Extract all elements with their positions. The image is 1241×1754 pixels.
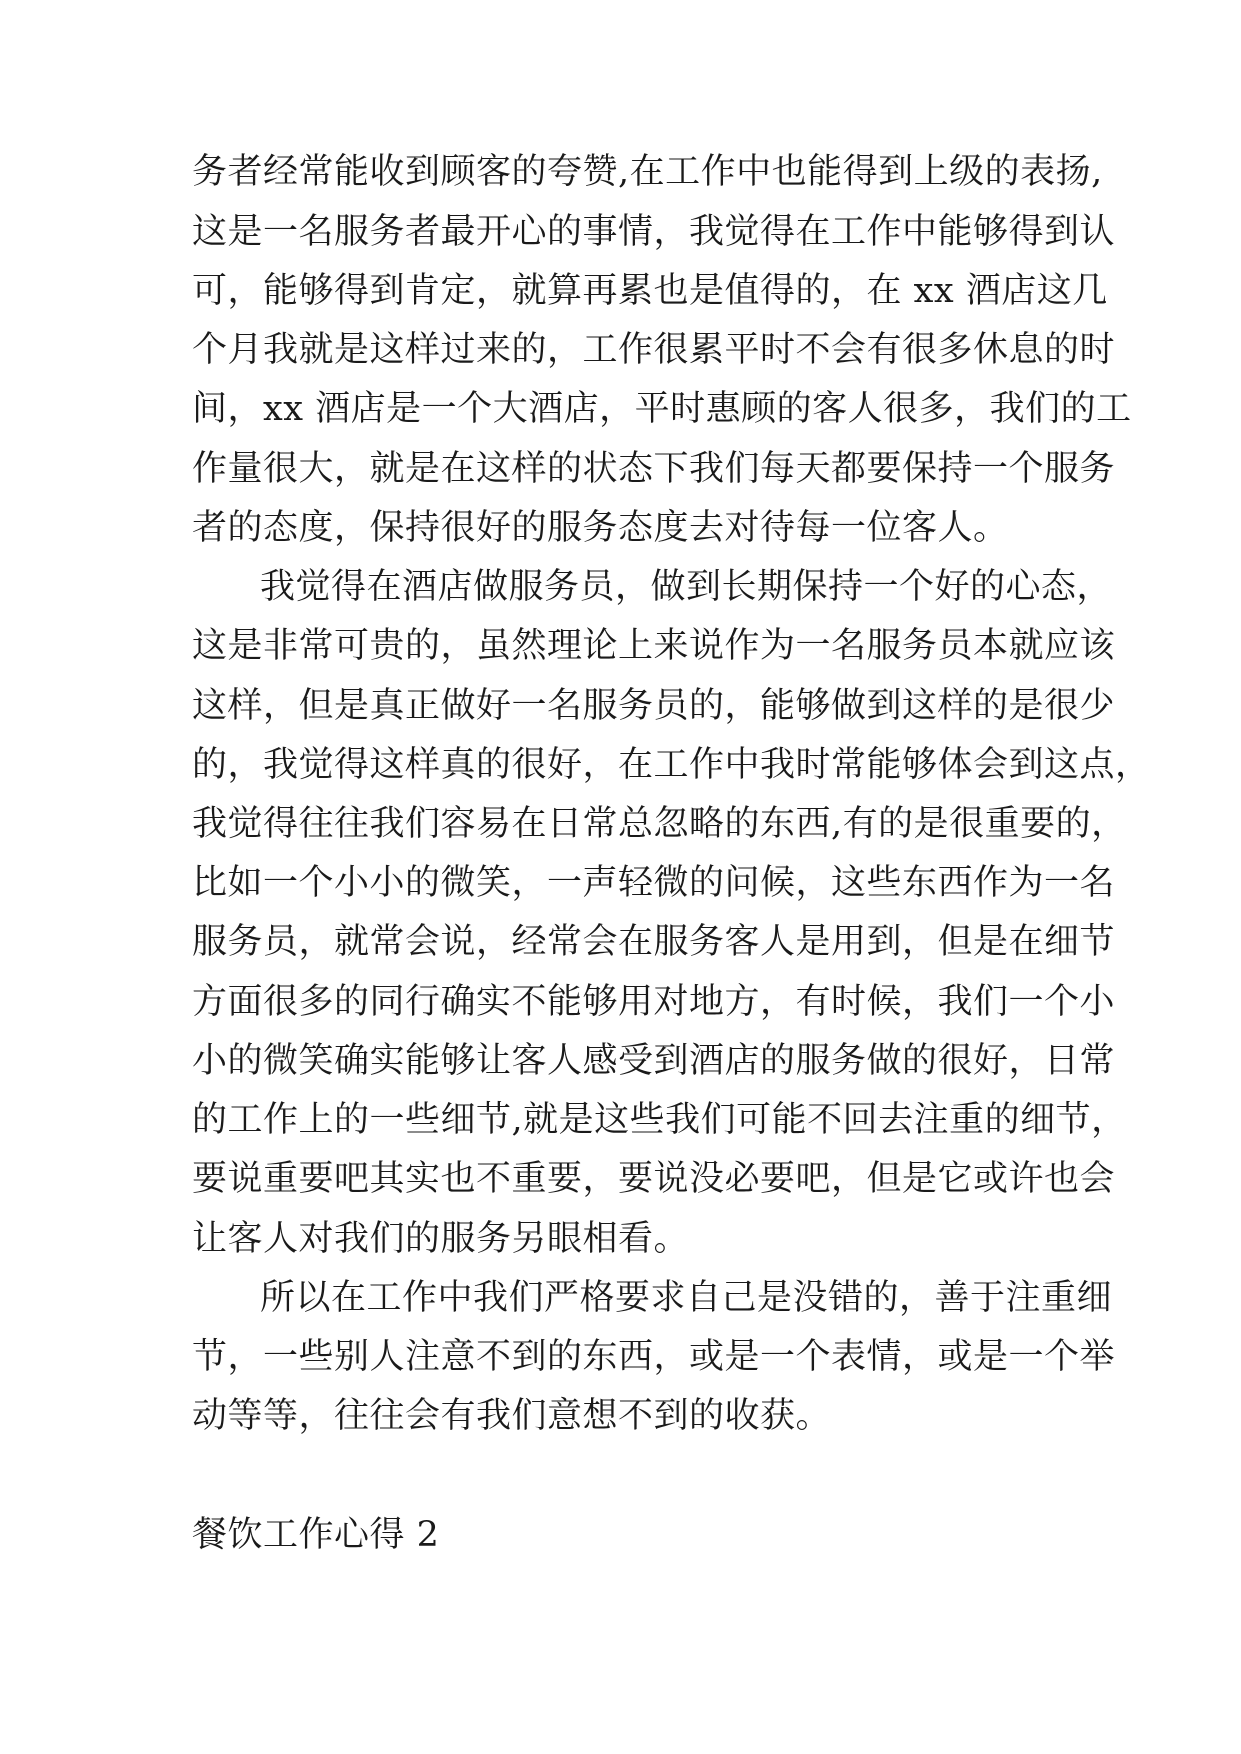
body-line-9: 这是非常可贵的，虽然理论上来说作为一名服务员本就应该 <box>192 626 1116 666</box>
body-line-10: 这样，但是真正做好一名服务员的，能够做到这样的是很少 <box>192 686 1116 726</box>
section-heading: 餐饮工作心得 2 <box>192 1515 440 1555</box>
paragraph-2-first-line: 我觉得在酒店做服务员，做到长期保持一个好的心态， <box>260 567 1113 607</box>
body-line-13: 比如一个小小的微笑，一声轻微的问候，这些东西作为一名 <box>192 863 1116 903</box>
body-line-21: 节，一些别人注意不到的东西，或是一个表情，或是一个举 <box>192 1337 1116 1377</box>
body-line-15: 方面很多的同行确实不能够用对地方，有时候，我们一个小 <box>192 982 1116 1022</box>
body-line-4: 个月我就是这样过来的，工作很累平时不会有很多休息的时 <box>192 330 1116 370</box>
body-line-2: 这是一名服务者最开心的事情，我觉得在工作中能够得到认 <box>192 212 1116 252</box>
body-line-12: 我觉得往往我们容易在日常总忽略的东西,有的是很重要的， <box>192 804 1127 844</box>
body-line-1: 务者经常能收到顾客的夸赞,在工作中也能得到上级的表扬, <box>192 152 1103 192</box>
paragraph-3-first-line: 所以在工作中我们严格要求自己是没错的，善于注重细 <box>260 1278 1113 1318</box>
body-line-16: 小的微笑确实能够让客人感受到酒店的服务做的很好，日常 <box>192 1041 1116 1081</box>
body-line-5: 间，xx 酒店是一个大酒店，平时惠顾的客人很多，我们的工 <box>192 389 1132 429</box>
body-line-22: 动等等，往往会有我们意想不到的收获。 <box>192 1396 832 1436</box>
body-line-6: 作量很大，就是在这样的状态下我们每天都要保持一个服务 <box>192 449 1116 489</box>
body-line-17: 的工作上的一些细节,就是这些我们可能不回去注重的细节， <box>192 1100 1127 1140</box>
body-line-11: 的，我觉得这样真的很好，在工作中我时常能够体会到这点， <box>192 745 1151 785</box>
body-line-19: 让客人对我们的服务另眼相看。 <box>192 1219 690 1259</box>
body-line-7: 者的态度，保持很好的服务态度去对待每一位客人。 <box>192 508 1009 548</box>
body-line-14: 服务员，就常会说，经常会在服务客人是用到，但是在细节 <box>192 922 1116 962</box>
body-line-3: 可，能够得到肯定，就算再累也是值得的，在 xx 酒店这几 <box>192 271 1108 311</box>
body-line-18: 要说重要吧其实也不重要，要说没必要吧，但是它或许也会 <box>192 1159 1116 1199</box>
